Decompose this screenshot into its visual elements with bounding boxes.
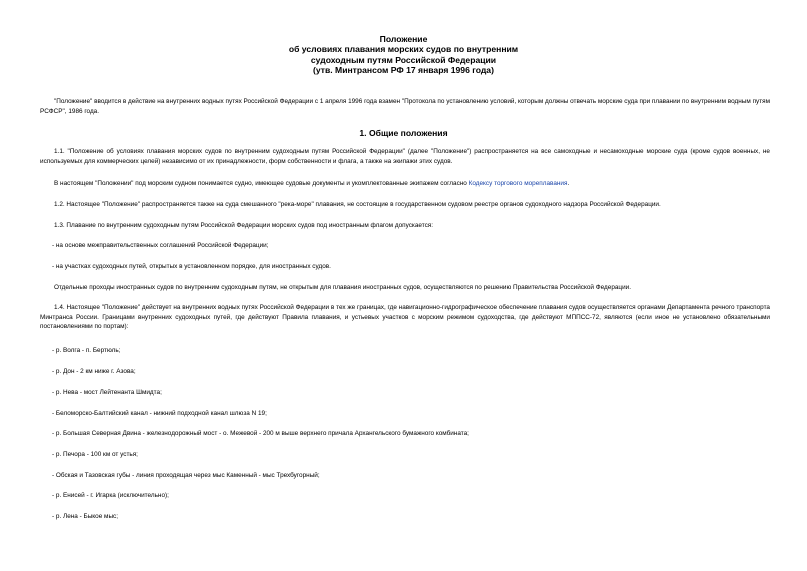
list-item: - р. Нева - мост Лейтенанта Шмидта; <box>52 389 162 396</box>
paragraph-1-3 <box>40 221 770 231</box>
list-item: - Беломорско-Балтийский канал - нижний подходной канал шлюза N 19; <box>52 410 267 417</box>
list-item: - р. Волга - п. Бертюль; <box>52 347 121 354</box>
foreign-passage-paragraph <box>40 283 770 293</box>
paragraph-1-2 <box>40 200 770 210</box>
list-item: - р. Дон - 2 км ниже г. Азова; <box>52 368 136 375</box>
paragraph-1-1-text: 1.1. "Положение об условиях плавания морских судов по внутренним судоходным путям Российской Федерации" (далее "Положение") распространяется на все самоходные и несамоходные морские суда (кроме судов военных, не используемых для коммерческих целей) независимо от их принадлежности, форм собственности и флага, а также на экипажи этих судов. <box>40 148 770 165</box>
document-title <box>0 34 807 75</box>
paragraph-1-4-text: 1.4. Настоящее "Положение" действует на внутренних водных путях Российской Федерации в тех же границах, где навигационно-гидрографическое обеспечение плавания судов осуществляется органами Департамента речного транспорта Минтранса России. Границами внутренних судоходных путей, где действуют Правила плавания, и устьевых участков с морским режимом судоходства, где действуют МППСС-72, являются (если иное не установлено обязательными постановлениями по портам): <box>40 304 770 331</box>
title-line-3: судоходным путям Российской Федерации <box>310 54 497 65</box>
paragraph-1-1 <box>40 147 770 166</box>
intro-paragraph <box>40 97 770 116</box>
list-item: - р. Печора - 100 км от устья; <box>52 451 138 458</box>
definition-end: . <box>567 180 570 187</box>
foreign-passage-text: Отдельные проходы иностранных судов по внутренним судоходным путям, не открытым для плавания иностранных судов, осуществляются по решению Правительства Российской Федерации. <box>54 284 632 291</box>
list-item: - на участках судоходных путей, открытых в установленном порядке, для иностранных судов. <box>52 263 331 270</box>
definition-paragraph <box>40 179 770 189</box>
definition-text: В настоящем "Положении" под морским судном понимается судно, имеющее судовые документы и укомплектованные экипажем согласно <box>54 180 469 187</box>
section-heading: 1. Общие положения <box>359 128 448 138</box>
list-item: - р. Енисей - г. Игарка (исключительно); <box>52 492 169 499</box>
list-item: - р. Большая Северная Двина - железнодорожный мост - о. Межевой - 200 м выше верхнего причала Архангельского бумажного комбината; <box>52 430 469 437</box>
title-line-1: Положение <box>379 34 428 44</box>
paragraph-1-4 <box>40 303 770 332</box>
list-item: - Обская и Тазовская губы - линия проходящая через мыс Каменный - мыс Трехбугорный; <box>52 472 320 479</box>
list-item: - р. Лена - Быкое мыс; <box>52 513 119 520</box>
title-line-2: об условиях плавания морских судов по внутренним <box>288 44 519 55</box>
paragraph-1-3-text: 1.3. Плавание по внутренним судоходным путям Российской Федерации морских судов под иностранным флагом допускается: <box>54 222 434 229</box>
maritime-code-link[interactable]: Кодексу торгового мореплавания <box>468 180 568 187</box>
title-line-4: (утв. Минтрансом РФ 17 января 1996 года) <box>313 64 494 75</box>
list-item: - на основе межправительственных соглашений Российской Федерации; <box>52 242 269 249</box>
intro-text: "Положение" вводится в действие на внутренних водных путях Российской Федерации с 1 апреля 1996 года взамен "Протокола по установлению условий, которым должны отвечать морские суда при плавании по внутренним водным путям РСФСР", 1986 года. <box>40 98 770 115</box>
paragraph-1-2-text: 1.2. Настоящее "Положение" распространяется также на суда смешанного "река-море" плавания, не состоящие в государственном судовом реестре органов судоходного надзора Российской Федерации. <box>54 201 661 208</box>
